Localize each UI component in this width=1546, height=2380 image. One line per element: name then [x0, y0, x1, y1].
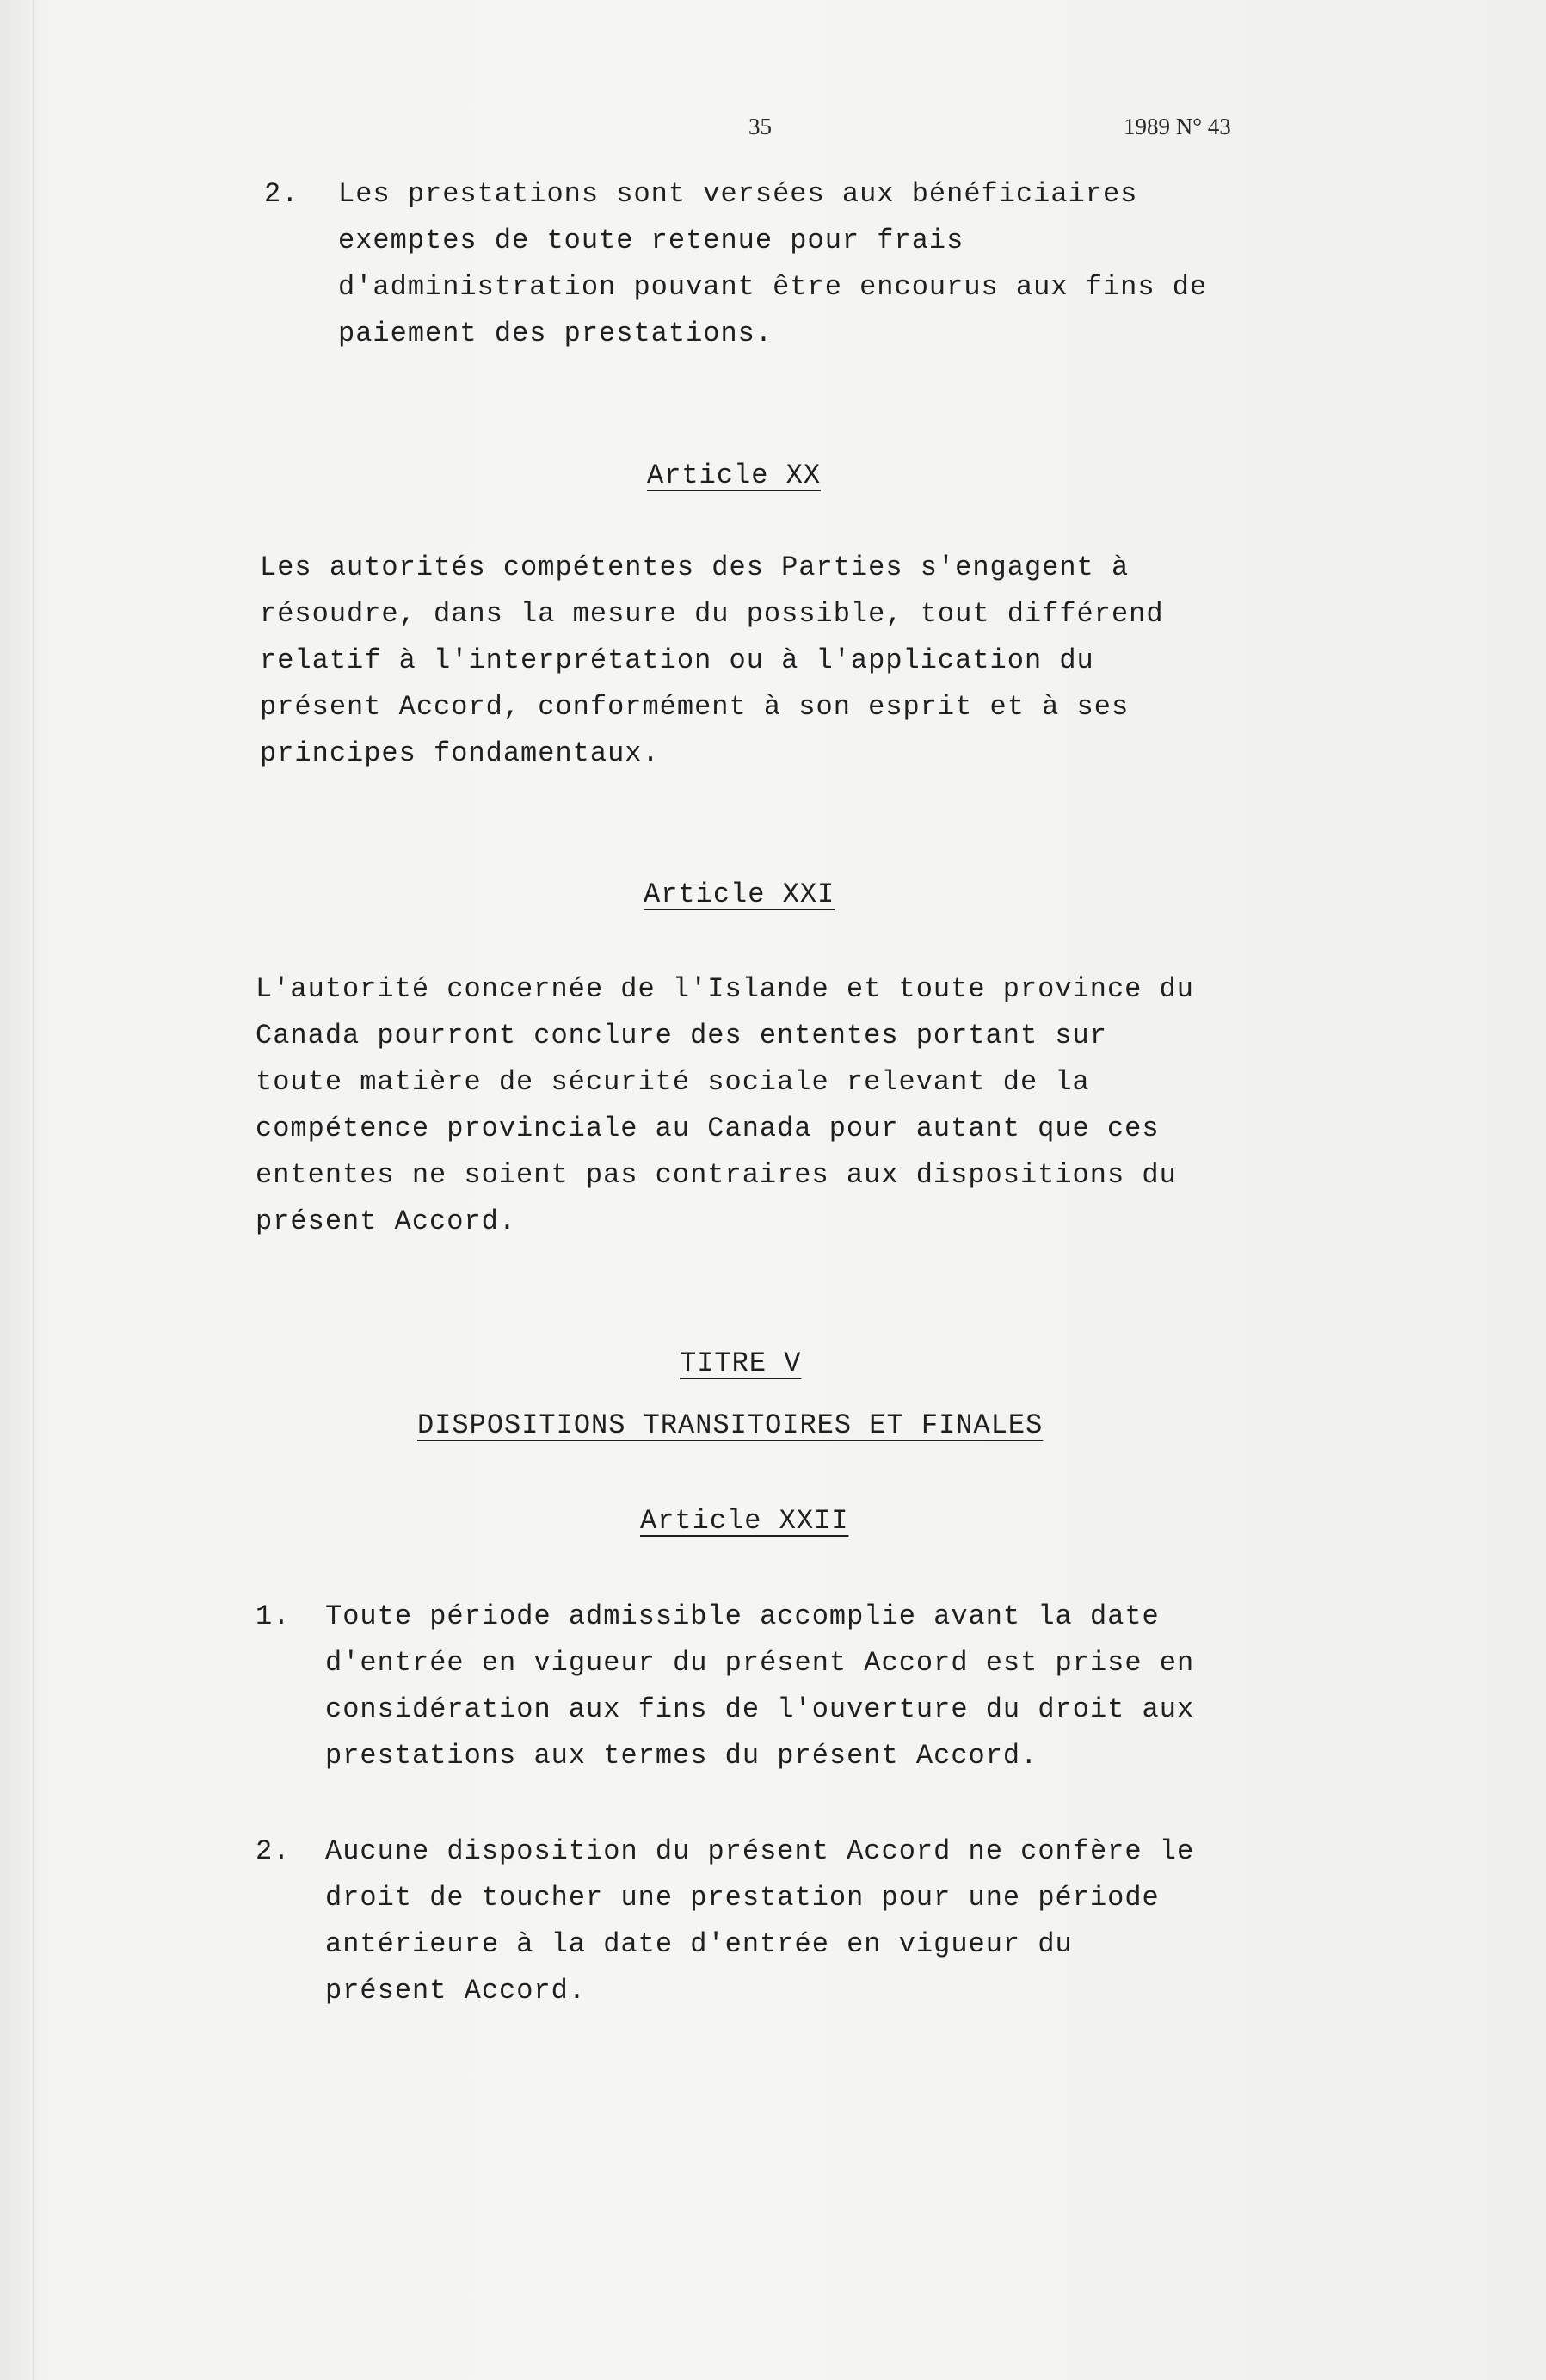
- text-line: d'administration pouvant être encourus aux fins de: [338, 271, 1208, 303]
- article-xxii-heading: Article XXII: [640, 1505, 849, 1537]
- text-line: ententes ne soient pas contraires aux dispositions du: [256, 1159, 1177, 1191]
- text-line: présent Accord, conformément à son esprit et à ses: [260, 691, 1130, 723]
- text-line: Les autorités compétentes des Parties s'engagent à: [260, 552, 1130, 583]
- document-reference: 1989 N° 43: [1124, 114, 1231, 139]
- text-line: Toute période admissible accomplie avant la date: [325, 1600, 1160, 1632]
- text-line: principes fondamentaux.: [260, 737, 660, 769]
- article-xxii-item-2-text: [325, 1828, 1194, 2014]
- text-line: Les prestations sont versées aux bénéficiaires: [338, 178, 1138, 210]
- text-line: prestations aux termes du présent Accord.: [325, 1740, 1038, 1772]
- text-line: relatif à l'interprétation ou à l'application du: [260, 644, 1094, 676]
- paragraph-number: 2.: [264, 178, 299, 210]
- article-xxii-item-1-text: [325, 1594, 1194, 1779]
- text-line: toute matière de sécurité sociale relevant de la: [256, 1066, 1090, 1098]
- titre-v-heading: TITRE V: [680, 1347, 802, 1379]
- text-line: d'entrée en vigueur du présent Accord est prise en: [325, 1647, 1195, 1679]
- text-line: résoudre, dans la mesure du possible, tout différend: [260, 598, 1164, 630]
- text-line: L'autorité concernée de l'Islande et toute province du: [256, 973, 1194, 1005]
- text-line: compétence provinciale au Canada pour autant que ces: [256, 1113, 1160, 1144]
- article-xxi-text: [256, 966, 1194, 1245]
- text-line: droit de toucher une prestation pour une période: [325, 1882, 1160, 1914]
- text-line: paiement des prestations.: [338, 318, 773, 349]
- text-line: présent Accord.: [256, 1205, 517, 1237]
- text-line: antérieure à la date d'entrée en vigueur du: [325, 1928, 1073, 1960]
- article-xx-text: [260, 545, 1164, 777]
- item-number: 1.: [256, 1600, 291, 1632]
- page-number: 35: [748, 114, 772, 139]
- binding-edge: [33, 0, 34, 2380]
- text-line: Aucune disposition du présent Accord ne confère le: [325, 1835, 1195, 1867]
- text-line: considération aux fins de l'ouverture du droit aux: [325, 1693, 1195, 1725]
- paragraph-2-text: [338, 171, 1207, 357]
- text-line: présent Accord.: [325, 1975, 587, 2007]
- titre-v-subtitle: DISPOSITIONS TRANSITOIRES ET FINALES: [417, 1409, 1044, 1441]
- item-number: 2.: [256, 1835, 291, 1867]
- text-line: exemptes de toute retenue pour frais: [338, 225, 964, 256]
- text-line: Canada pourront conclure des ententes portant sur: [256, 1020, 1107, 1051]
- article-xxi-heading: Article XXI: [644, 879, 835, 910]
- article-xx-heading: Article XX: [647, 459, 822, 491]
